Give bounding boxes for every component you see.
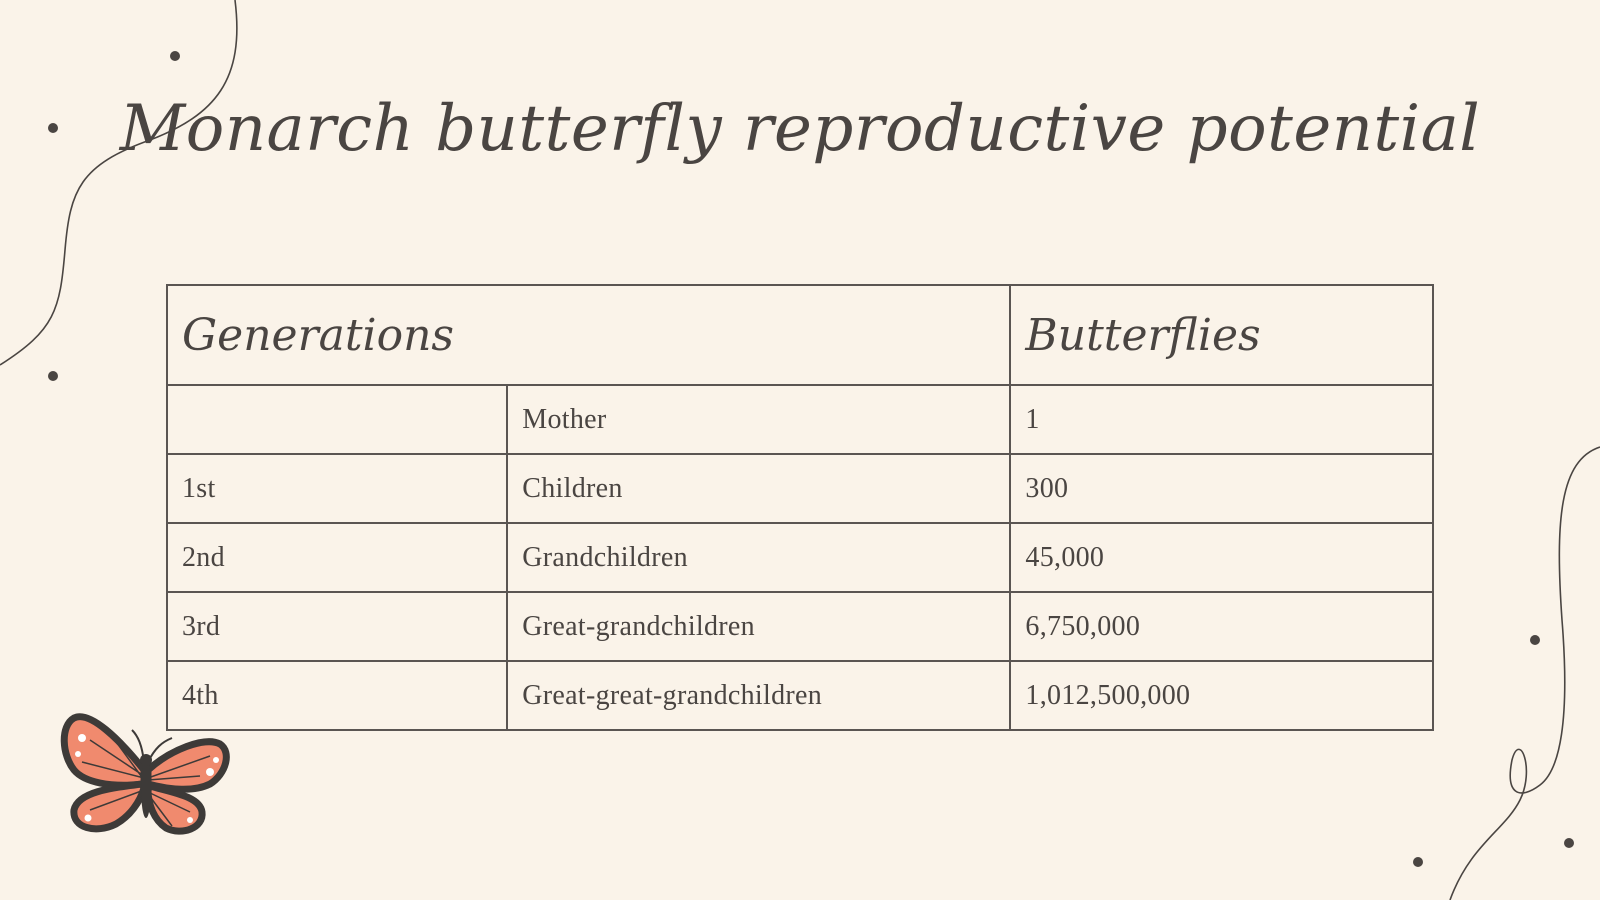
cell-relation: Grandchildren [507,523,1010,592]
cell-relation: Mother [507,385,1010,454]
cell-butterflies: 1 [1010,385,1433,454]
table-row [167,385,1433,454]
cell-relation: Great-grandchildren [507,592,1010,661]
dot [1564,838,1574,848]
dot [170,51,180,61]
monarch-butterfly-icon [64,717,226,831]
dot [1413,857,1423,867]
cell-relation: Great-great-grandchildren [507,661,1010,730]
reproduction-table [166,284,1434,731]
curly-line-bottom-right [1450,447,1600,900]
dot [48,371,58,381]
cell-generation: 3rd [167,592,507,661]
table-row [167,592,1433,661]
cell-generation: 4th [167,661,507,730]
cell-generation: 1st [167,454,507,523]
dot [1530,635,1540,645]
page-title: Monarch butterfly reproductive potential [119,92,1481,166]
header-generations: Generations [167,285,1010,385]
cell-butterflies: 1,012,500,000 [1010,661,1433,730]
table-row [167,523,1433,592]
cell-generation: 2nd [167,523,507,592]
header-butterflies: Butterflies [1010,285,1433,385]
cell-butterflies: 300 [1010,454,1433,523]
cell-relation: Children [507,454,1010,523]
cell-butterflies: 45,000 [1010,523,1433,592]
cell-generation [167,385,507,454]
table-row [167,661,1433,730]
cell-butterflies: 6,750,000 [1010,592,1433,661]
table-row [167,454,1433,523]
table-header-row [167,285,1433,385]
